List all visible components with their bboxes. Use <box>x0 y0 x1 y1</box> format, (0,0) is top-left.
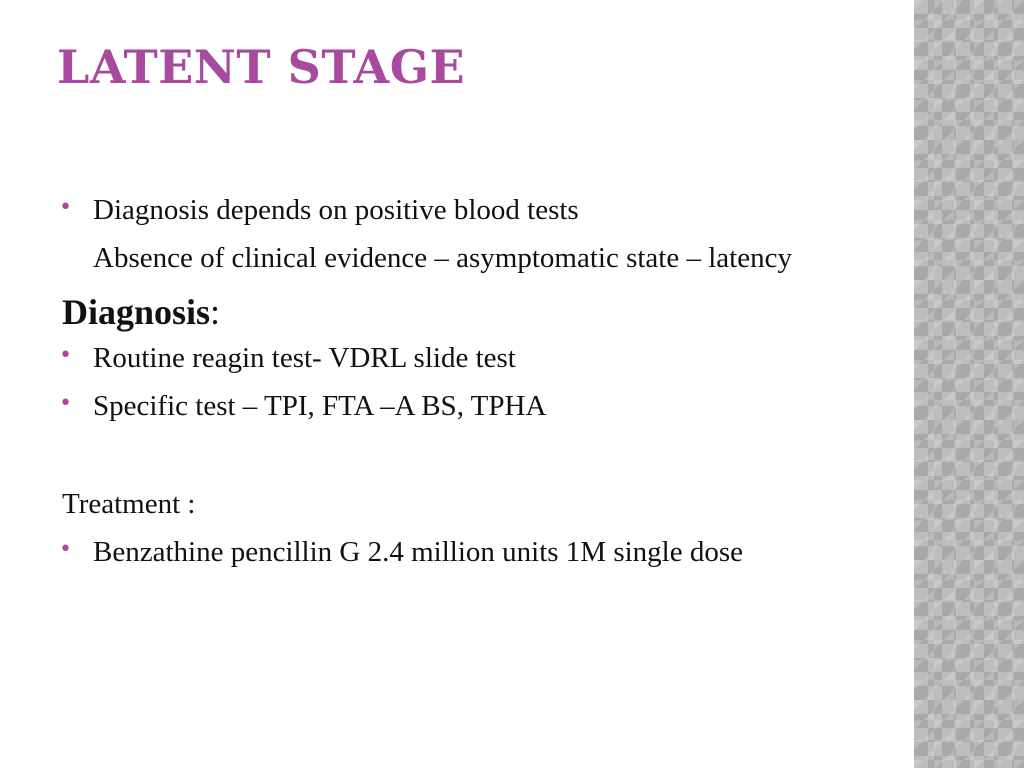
indented-paragraph: Absence of clinical evidence – asymptomatic state – latency <box>93 242 792 274</box>
bullet-icon: • <box>59 195 72 220</box>
bullet-text: Routine reagin test- VDRL slide test <box>93 342 516 374</box>
bullet-icon: • <box>59 391 72 416</box>
bullet-item <box>59 338 832 378</box>
slide-body <box>59 190 832 572</box>
bullet-item <box>59 190 832 230</box>
bullet-icon: • <box>59 343 72 368</box>
decorative-side-band <box>914 0 1024 768</box>
diagnosis-heading-label: Diagnosis <box>62 292 211 332</box>
slide-title: LATENT STAGE <box>57 40 466 94</box>
diagnosis-heading-colon: : <box>210 292 221 332</box>
bullet-item <box>59 386 832 426</box>
bullet-icon: • <box>59 537 72 562</box>
bullet-text: Diagnosis depends on positive blood tests <box>93 194 579 226</box>
bullet-item <box>59 532 832 572</box>
bullet-text: Benzathine pencillin G 2.4 million units 1M single dose <box>93 536 744 568</box>
bullet-text: Specific test – TPI, FTA –A BS, TPHA <box>93 390 547 422</box>
diagnosis-heading <box>62 290 832 334</box>
treatment-heading: Treatment : <box>62 488 196 520</box>
